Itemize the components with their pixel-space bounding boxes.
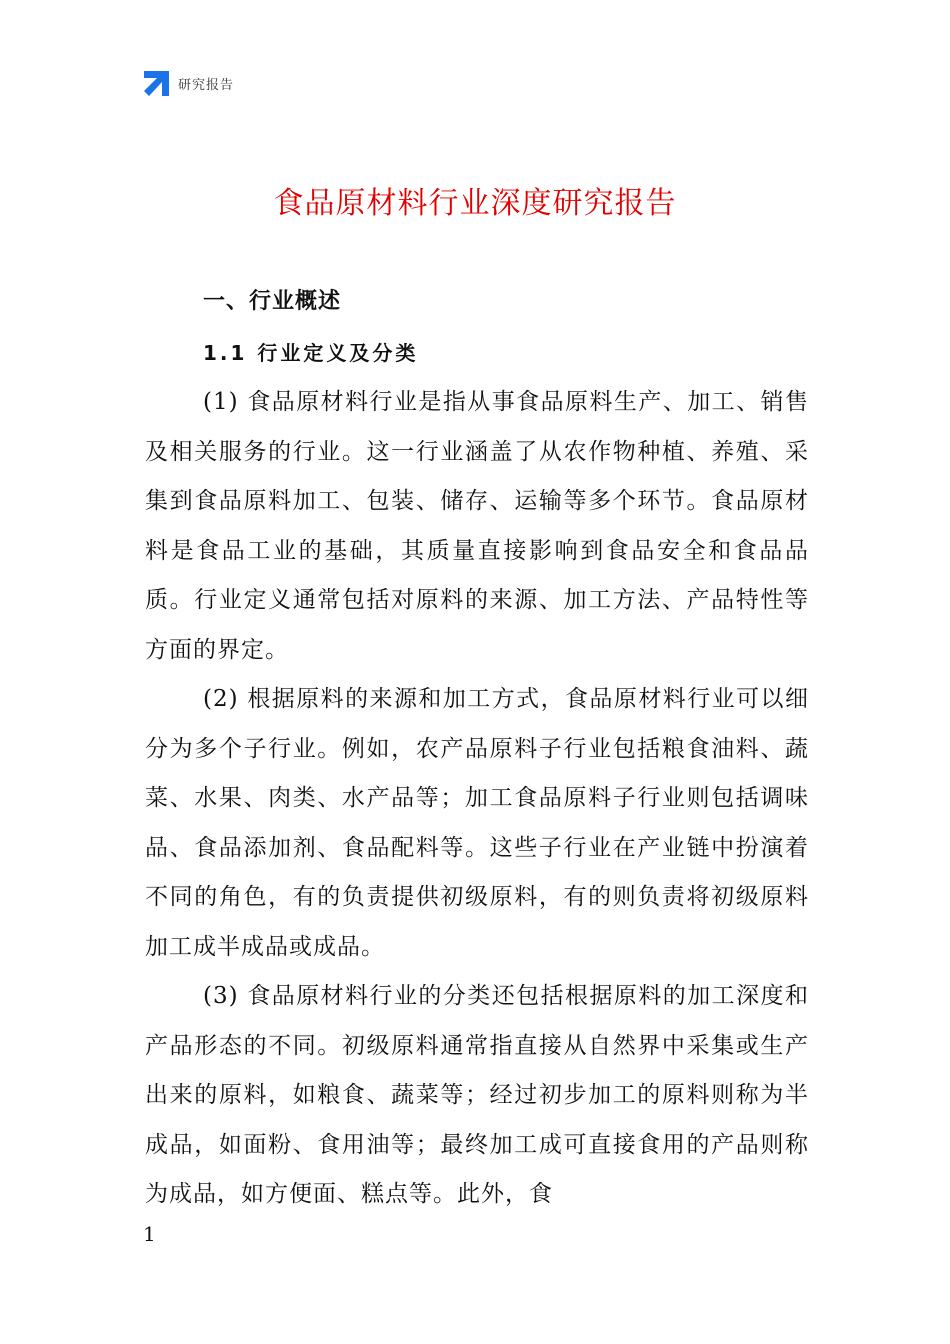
body-text <box>145 378 809 1220</box>
paragraph-1: (1) 食品原材料行业是指从事食品原料生产、加工、销售及相关服务的行业。这一行业涵盖了从农作物种植、养殖、采集到食品原料加工、包装、储存、运输等多个环节。食品原材料是食品工业的基础，其质量直接影响到食品安全和食品品质。行业定义通常包括对原料的来源、加工方法、产品特性等方面的界定。 <box>145 389 809 663</box>
subsection-heading: 1.1 行业定义及分类 <box>203 341 419 365</box>
document-title: 食品原材料行业深度研究报告 <box>273 186 677 221</box>
page-header <box>143 68 234 98</box>
arrow-up-right-logo-icon <box>143 70 170 97</box>
section-heading: 一、行业概述 <box>203 289 342 314</box>
page-number: 1 <box>143 1222 156 1246</box>
header-label: 研究报告 <box>178 77 235 93</box>
paragraph-3: (3) 食品原材料行业的分类还包括根据原料的加工深度和产品形态的不同。初级原料通常指直接从自然界中采集或生产出来的原料，如粮食、蔬菜等；经过初步加工的原料则称为半成品，如面粉、食用油等；最终加工成可直接食用的产品则称为成品，如方便面、糕点等。此外，食 <box>145 983 809 1207</box>
paragraph-2: (2) 根据原料的来源和加工方式，食品原材料行业可以细分为多个子行业。例如，农产品原料子行业包括粮食油料、蔬菜、水果、肉类、水产品等；加工食品原料子行业则包括调味品、食品添加剂、食品配料等。这些子行业在产业链中扮演着不同的角色，有的负责提供初级原料，有的则负责将初级原料加工成半成品或成品。 <box>145 686 809 960</box>
